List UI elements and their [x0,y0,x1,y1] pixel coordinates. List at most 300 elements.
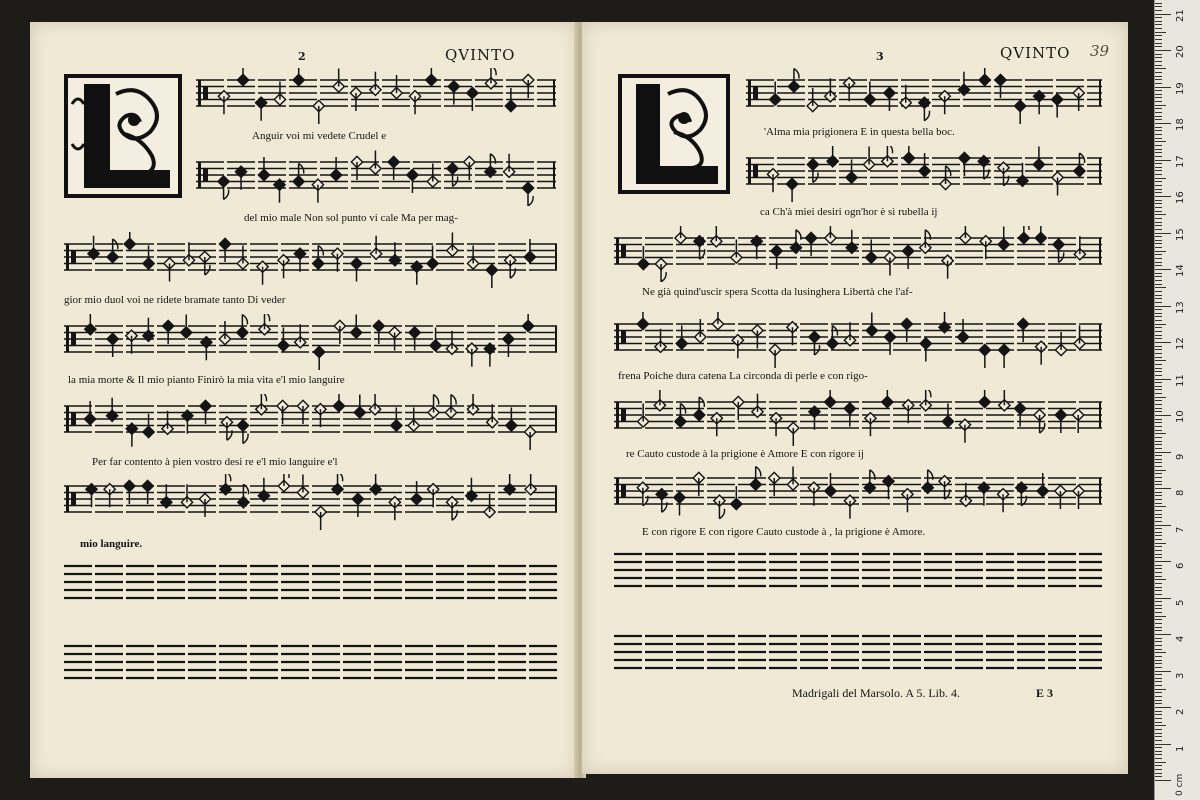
ruler-tick [1155,744,1171,745]
ruler-tick [1155,733,1162,734]
ruler-tick [1155,780,1171,781]
music-note [370,474,381,495]
music-note [86,484,97,508]
music-note [503,154,514,178]
music-note [314,346,325,370]
ruler-tick [1155,758,1162,759]
right-lyric-line: Ne già quind'uscir spera Scotta da lusinghera Libertà che l'af- [642,286,913,298]
ruler-tick [1155,207,1162,208]
ruler-tick [1155,612,1162,613]
staff-right-3 [614,226,1102,282]
ruler-tick [1155,335,1162,336]
music-note [88,236,99,260]
music-note [790,230,801,254]
ruler-tick [1155,108,1162,109]
music-note [882,146,893,167]
ruler-tick [1155,565,1162,566]
music-note [711,413,722,437]
ruler-tick [1155,76,1162,77]
ruler-tick [1155,240,1162,241]
ruler-tick [1155,331,1162,332]
staff-left-5 [64,394,558,450]
music-note [143,318,154,342]
music-note [751,236,762,260]
ruler-tick [1155,550,1162,551]
ruler-tick [1155,514,1162,515]
music-note [485,68,496,89]
ruler-tick [1155,382,1162,383]
music-note [997,489,1008,513]
empty-staff [614,550,1102,594]
ruler-tick [1155,634,1171,635]
music-note [505,255,516,279]
music-note [126,423,137,447]
ruler-tick [1155,630,1162,631]
music-note [980,236,991,260]
ruler-tick [1155,371,1162,372]
music-note [979,390,990,408]
ruler-tick [1155,473,1162,474]
music-note [486,264,497,288]
ruler-tick [1155,462,1162,463]
ruler-tick [1155,342,1171,343]
ruler-number: 2 [1175,708,1186,715]
music-note [655,258,666,282]
music-note [959,419,970,443]
ruler-tick [1155,269,1171,270]
ruler-tick [1155,714,1162,715]
ruler-tick [1155,90,1162,91]
music-note [714,495,725,519]
staff-right-2 [746,146,1102,202]
ruler-tick [1155,65,1162,66]
ruler-tick [1155,605,1162,606]
ruler-tick [1155,324,1166,325]
ruler-number: 8 [1175,489,1186,496]
ruler-tick [1155,101,1162,102]
ruler-tick [1155,506,1166,507]
ruler-tick [1155,725,1166,726]
ruler-tick [1155,200,1162,201]
ruler-tick [1155,517,1162,518]
ruler-tick [1155,572,1162,573]
music-note [919,97,930,121]
music-note [694,236,705,260]
ruler-tick [1155,762,1166,763]
music-note [1018,226,1029,244]
ruler-tick [1155,627,1162,628]
ruler-tick [1155,389,1162,390]
ruler-tick [1155,740,1162,741]
music-note [825,78,836,102]
ruler-tick [1155,14,1171,15]
ruler-tick [1155,393,1162,394]
left-lyric-line: gior mio duol voi ne ridete bramate tanto Di veder [64,294,286,306]
ruler-tick [1155,689,1166,690]
music-note [903,400,914,424]
ruler-tick [1155,466,1162,467]
ruler-number: 17 [1175,154,1186,168]
right-page [582,22,1128,774]
ruler-number: 5 [1175,599,1186,606]
ruler-tick [1155,722,1162,723]
signature-mark: E 3 [1036,686,1054,700]
music-note [370,72,381,96]
ruler-number: 16 [1175,191,1186,204]
ruler-tick [1155,579,1166,580]
ruler-tick [1155,291,1162,292]
ruler-tick [1155,430,1162,431]
music-note [883,476,894,500]
ruler-tick [1155,83,1162,84]
ruler-tick [1155,776,1162,777]
ruler-tick [1155,692,1162,693]
ruler-tick [1155,112,1162,113]
ruler-tick [1155,21,1162,22]
ruler-tick [1155,590,1162,591]
music-note [939,476,950,500]
ruler-tick [1155,61,1162,62]
ruler-tick [1155,608,1162,609]
music-note [389,242,400,266]
ruler-tick [1155,284,1162,285]
ruler-tick [1155,24,1162,25]
ruler-tick [1155,433,1166,434]
ruler-tick [1155,316,1162,317]
music-note [237,68,248,86]
music-note [332,248,343,272]
ruler-tick [1155,444,1162,445]
music-note [409,91,420,115]
ruler-tick [1155,327,1162,328]
music-note [920,390,931,411]
music-note [162,411,173,435]
music-note [332,474,343,495]
ruler-number: 6 [1175,562,1186,569]
ruler-tick [1155,254,1162,255]
ruler-tick [1155,641,1162,642]
music-note [979,68,990,86]
ruler-tick [1155,364,1162,365]
empty-staff [64,562,558,606]
ruler-tick [1155,546,1162,547]
footer-colophon: Madrigali del Marsolo. A 5. Lib. 4. [792,686,960,700]
ruler-tick [1155,700,1162,701]
ruler-tick [1155,696,1162,697]
ruler-tick [1155,703,1162,704]
music-note [235,166,246,190]
left-lyric-line: Anguir voi mi vedete Crudel e [252,130,387,142]
music-note [411,261,422,285]
ruler-tick [1155,32,1166,33]
ruler-tick [1155,320,1162,321]
ruler-tick [1155,674,1162,675]
left-page [30,22,578,778]
music-note [1015,100,1026,124]
music-note [183,242,194,266]
ruler-tick [1155,594,1162,595]
ruler-tick [1155,116,1162,117]
ruler-tick [1155,229,1162,230]
music-note [446,497,457,521]
ruler-tick [1155,152,1162,153]
music-note [655,329,666,353]
ruler-tick [1155,441,1162,442]
music-note [827,146,838,167]
ruler-tick [1155,134,1162,135]
music-note [939,91,950,115]
ruler-tick [1155,349,1162,350]
ruler-tick [1155,203,1162,204]
music-note [124,232,135,250]
music-note [960,226,971,244]
music-note [426,68,437,86]
empty-staff [614,632,1102,676]
ruler-tick [1155,236,1162,237]
staff-right-4 [614,312,1102,368]
ruler-tick [1155,616,1166,617]
music-note [767,169,778,193]
music-note [256,394,267,415]
ruler-tick [1155,79,1162,80]
ruler-tick [1155,3,1162,4]
ruler-tick [1155,185,1162,186]
music-note [221,417,232,441]
ruler-tick [1155,452,1171,453]
ruler-tick [1155,568,1162,569]
ruler-tick [1155,747,1162,748]
ruler-tick [1155,280,1162,281]
music-note [1016,482,1027,506]
ruler-number: 21 [1175,8,1186,22]
music-note [654,390,665,411]
right-lyric-line: re Cauto custode à la prigione è Amore E con rigore ij [626,448,864,460]
music-note [999,390,1010,411]
music-note [824,390,835,408]
ruler-tick [1155,455,1162,456]
music-note [978,156,989,180]
music-note [370,236,381,260]
left-lyric-line: mio languire. [80,538,143,550]
music-note [787,322,798,346]
music-note [274,179,285,203]
music-note [85,314,96,335]
music-note [732,335,743,359]
ruler-tick [1155,645,1162,646]
music-note [960,483,971,507]
music-note [656,489,667,513]
ruler-tick [1155,437,1162,438]
ruler-tick [1155,181,1162,182]
ruler-tick [1155,769,1162,770]
ruler-tick [1155,411,1162,412]
music-note [825,226,836,244]
left-folio: 2 [298,50,306,63]
staff-right-6 [614,466,1102,522]
left-lyric-line: Per far contento à pien vostro desi re e'l mio languire e'l [92,456,338,468]
ruler-tick [1155,404,1162,405]
right-folio: 3 [876,50,884,63]
ruler-tick [1155,170,1162,171]
ruler-tick [1155,105,1166,106]
music-note [485,154,496,178]
ruler-tick [1155,521,1162,522]
music-note [979,344,990,368]
ruler-tick [1155,287,1166,288]
ruler-tick [1155,681,1162,682]
ruler-tick [1155,729,1162,730]
ruler-tick [1155,481,1162,482]
music-note [711,226,722,247]
ruler-tick [1155,415,1171,416]
music-note [1035,226,1046,244]
ruler-tick [1155,492,1162,493]
ruler-tick [1155,123,1171,124]
right-lyric-line: 'Alma mia prigionera E in questa bella boc. [764,126,955,138]
music-note [295,324,306,348]
ruler-tick [1155,57,1162,58]
ruler-tick [1155,214,1166,215]
music-note [1074,236,1085,260]
ruler-tick [1155,528,1162,529]
ruler-tick [1155,222,1162,223]
ruler-tick [1155,598,1171,599]
ruler-tick [1155,167,1162,168]
ruler-tick [1155,736,1162,737]
music-note [903,146,914,164]
ruler-number: 12 [1175,337,1186,350]
music-note [161,484,172,508]
right-lyric-line: E con rigore E con rigore Cauto custode à , la prigione è Amore. [642,526,926,538]
ruler-tick [1155,196,1171,197]
music-note [998,344,1009,368]
ruler-tick [1155,189,1162,190]
ruler-tick [1155,576,1162,577]
ruler-tick [1155,233,1171,234]
music-note [278,255,289,279]
ruler-tick [1155,119,1162,120]
music-note [333,394,344,412]
music-note [809,406,820,430]
ruler-tick [1155,94,1162,95]
music-note [922,470,933,494]
ruler-tick [1155,225,1162,226]
music-note [637,482,648,506]
ruler-tick [1155,652,1166,653]
ruler-number: 15 [1175,227,1186,241]
music-note [294,248,305,272]
music-note [844,495,855,519]
music-note [104,484,115,508]
music-note [525,474,536,495]
ruler-tick [1155,543,1166,544]
ruler-number: 14 [1175,264,1186,277]
staff-right-5 [614,390,1102,446]
ruler-tick [1155,149,1162,150]
music-note [846,230,857,254]
ruler-tick [1155,671,1171,672]
right-running-header: QVINTO [1000,44,1071,62]
ruler-number: 18 [1175,118,1186,131]
ruler-tick [1155,499,1162,500]
music-note [466,478,477,502]
ruler-tick [1155,660,1162,661]
ruler-number: 19 [1175,81,1186,95]
ruler-tick [1155,375,1162,376]
ruler-tick [1155,353,1162,354]
ruler-tick [1155,10,1162,11]
ruler-tick [1155,539,1162,540]
music-note [293,68,304,86]
music-note [865,413,876,437]
ruler-tick [1155,557,1162,558]
ruler-tick [1155,138,1162,139]
music-note [258,478,269,502]
music-note [675,226,686,244]
ruler-tick [1155,97,1162,98]
ruler-tick [1155,532,1162,533]
ruler-tick [1155,17,1162,18]
music-note [522,314,533,332]
ruler-tick [1155,87,1171,88]
left-lyric-line: la mia morte & Il mio pianto Finirò la mia vita e'l mio languire [68,374,345,386]
music-note [1036,341,1047,365]
ruler-number: 3 [1175,672,1186,679]
music-note [315,404,326,428]
music-note [484,343,495,367]
ruler-tick [1155,50,1171,51]
ruler-number: 13 [1175,300,1186,314]
music-note [1034,91,1045,115]
ruler-tick [1155,35,1162,36]
music-note [788,422,799,446]
ruler-tick [1155,218,1162,219]
ruler-tick [1155,346,1162,347]
music-note [182,410,193,434]
ruler-tick [1155,510,1162,511]
ruler-tick [1155,360,1166,361]
ruler-tick [1155,192,1162,193]
ruler-tick [1155,656,1162,657]
music-note [637,312,648,330]
ruler-tick [1155,46,1162,47]
ruler-tick [1155,313,1162,314]
ruler-tick [1155,561,1171,562]
ruler-tick [1155,302,1162,303]
ruler-tick [1155,130,1162,131]
ruler-tick [1155,685,1162,686]
ruler-tick [1155,298,1162,299]
ruler-tick [1155,43,1162,44]
music-note [900,85,911,109]
ruler-tick [1155,619,1162,620]
ruler-tick [1155,426,1162,427]
music-note [1017,163,1028,187]
ruler-number: 10 [1175,410,1186,423]
ruler-tick [1155,163,1162,164]
ruler-tick [1155,262,1162,263]
ruler-tick [1155,379,1171,380]
ruler-tick [1155,273,1162,274]
ruler-tick [1155,127,1162,128]
ruler-tick [1155,397,1166,398]
ruler-tick [1155,718,1162,719]
ruler-tick [1155,160,1171,161]
ruler-tick [1155,488,1171,489]
music-note [126,330,137,354]
music-note [446,331,457,355]
ruler-tick [1155,707,1171,708]
